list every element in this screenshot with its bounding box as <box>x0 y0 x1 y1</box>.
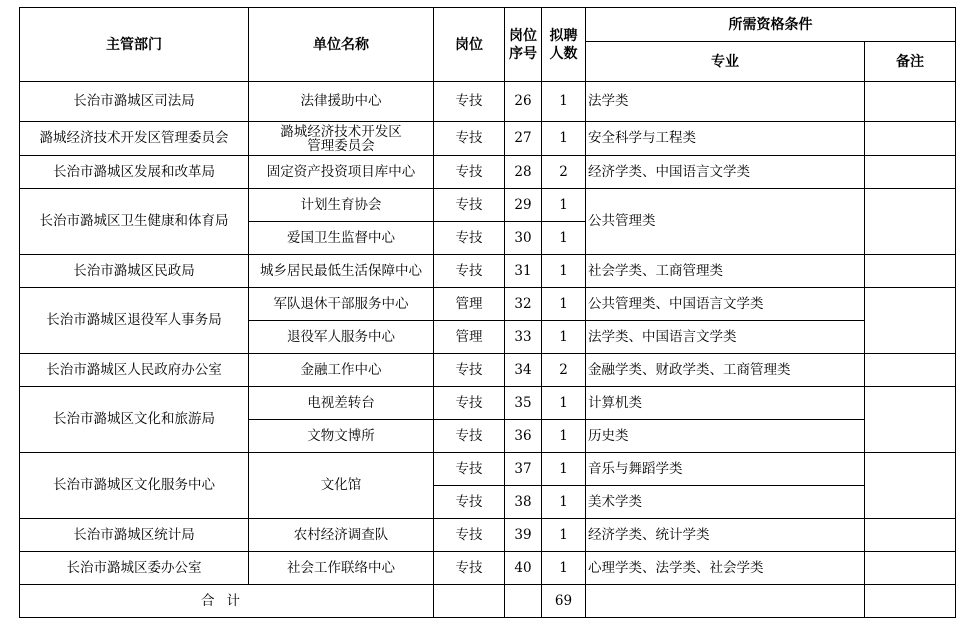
note-cell <box>865 122 956 156</box>
major-cell: 法学类、中国语言文学类 <box>586 321 865 354</box>
note-cell <box>865 453 956 519</box>
header-unit: 单位名称 <box>249 8 434 82</box>
seq-cell: 36 <box>505 420 542 453</box>
total-row <box>20 585 956 618</box>
dept-cell: 长治市潞城区统计局 <box>20 519 249 552</box>
seq-cell: 38 <box>505 486 542 519</box>
unit-cell: 社会工作联络中心 <box>249 552 434 585</box>
count-cell: 1 <box>542 321 586 354</box>
note-cell <box>865 156 956 189</box>
count-cell: 2 <box>542 354 586 387</box>
table-row <box>20 255 956 288</box>
post-cell: 专技 <box>434 156 505 189</box>
note-cell <box>865 189 956 255</box>
unit-cell: 爱国卫生监督中心 <box>249 222 434 255</box>
post-cell: 专技 <box>434 519 505 552</box>
seq-cell: 27 <box>505 122 542 156</box>
count-cell: 1 <box>542 486 586 519</box>
post-cell: 专技 <box>434 354 505 387</box>
seq-cell: 33 <box>505 321 542 354</box>
unit-cell: 退役军人服务中心 <box>249 321 434 354</box>
header-row-1 <box>20 8 956 42</box>
major-cell: 美术学类 <box>586 486 865 519</box>
dept-cell: 长治市潞城区民政局 <box>20 255 249 288</box>
count-cell: 1 <box>542 420 586 453</box>
major-cell: 心理学类、法学类、社会学类 <box>586 552 865 585</box>
post-cell: 专技 <box>434 486 505 519</box>
note-cell <box>865 82 956 122</box>
unit-cell: 农村经济调查队 <box>249 519 434 552</box>
header-note: 备注 <box>865 42 956 82</box>
header-qualifications: 所需资格条件 <box>586 8 956 42</box>
seq-cell: 34 <box>505 354 542 387</box>
total-seq-cell <box>505 585 542 618</box>
major-cell: 金融学类、财政学类、工商管理类 <box>586 354 865 387</box>
seq-cell: 37 <box>505 453 542 486</box>
header-major: 专业 <box>586 42 865 82</box>
seq-cell: 35 <box>505 387 542 420</box>
table-row <box>20 552 956 585</box>
major-cell: 历史类 <box>586 420 865 453</box>
count-cell: 1 <box>542 453 586 486</box>
seq-cell: 32 <box>505 288 542 321</box>
seq-cell: 30 <box>505 222 542 255</box>
header-seq: 岗位 序号 <box>505 8 542 82</box>
count-cell: 1 <box>542 122 586 156</box>
total-post-cell <box>434 585 505 618</box>
unit-cell: 固定资产投资项目库中心 <box>249 156 434 189</box>
table-row <box>20 453 956 486</box>
dept-cell: 长治市潞城区委办公室 <box>20 552 249 585</box>
count-cell: 2 <box>542 156 586 189</box>
table-row <box>20 122 956 156</box>
table-row <box>20 387 956 420</box>
seq-cell: 29 <box>505 189 542 222</box>
major-cell: 公共管理类 <box>586 189 865 255</box>
unit-cell: 潞城经济技术开发区 管理委员会 <box>249 122 434 156</box>
unit-cell: 电视差转台 <box>249 387 434 420</box>
note-cell <box>865 354 956 387</box>
dept-cell: 长治市潞城区退役军人事务局 <box>20 288 249 354</box>
post-cell: 专技 <box>434 222 505 255</box>
header-dept: 主管部门 <box>20 8 249 82</box>
major-cell: 公共管理类、中国语言文学类 <box>586 288 865 321</box>
major-cell: 安全科学与工程类 <box>586 122 865 156</box>
dept-cell: 长治市潞城区人民政府办公室 <box>20 354 249 387</box>
table-row <box>20 354 956 387</box>
count-cell: 1 <box>542 222 586 255</box>
table-row <box>20 156 956 189</box>
dept-cell: 长治市潞城区卫生健康和体育局 <box>20 189 249 255</box>
note-cell <box>865 255 956 288</box>
count-cell: 1 <box>542 255 586 288</box>
post-cell: 专技 <box>434 255 505 288</box>
unit-cell: 军队退休干部服务中心 <box>249 288 434 321</box>
dept-cell: 长治市潞城区文化和旅游局 <box>20 387 249 453</box>
unit-cell: 城乡居民最低生活保障中心 <box>249 255 434 288</box>
post-cell: 专技 <box>434 122 505 156</box>
note-cell <box>865 387 956 453</box>
table-row <box>20 288 956 321</box>
header-post: 岗位 <box>434 8 505 82</box>
post-cell: 专技 <box>434 420 505 453</box>
recruitment-table <box>19 7 956 618</box>
header-count: 拟聘 人数 <box>542 8 586 82</box>
major-cell: 经济学类、中国语言文学类 <box>586 156 865 189</box>
post-cell: 管理 <box>434 321 505 354</box>
major-cell: 法学类 <box>586 82 865 122</box>
seq-cell: 28 <box>505 156 542 189</box>
count-cell: 1 <box>542 189 586 222</box>
table-row <box>20 82 956 122</box>
total-major-cell <box>586 585 865 618</box>
unit-cell: 文物文博所 <box>249 420 434 453</box>
seq-cell: 31 <box>505 255 542 288</box>
unit-cell: 计划生育协会 <box>249 189 434 222</box>
post-cell: 管理 <box>434 288 505 321</box>
major-cell: 音乐与舞蹈学类 <box>586 453 865 486</box>
count-cell: 1 <box>542 288 586 321</box>
major-cell: 经济学类、统计学类 <box>586 519 865 552</box>
seq-cell: 40 <box>505 552 542 585</box>
table-row <box>20 189 956 222</box>
dept-cell: 长治市潞城区文化服务中心 <box>20 453 249 519</box>
unit-cell: 法律援助中心 <box>249 82 434 122</box>
note-cell <box>865 519 956 552</box>
count-cell: 1 <box>542 519 586 552</box>
major-cell: 计算机类 <box>586 387 865 420</box>
seq-cell: 39 <box>505 519 542 552</box>
count-cell: 1 <box>542 82 586 122</box>
cut-off-title-row <box>19 0 955 7</box>
total-note-cell <box>865 585 956 618</box>
unit-cell: 金融工作中心 <box>249 354 434 387</box>
count-cell: 1 <box>542 552 586 585</box>
post-cell: 专技 <box>434 387 505 420</box>
count-cell: 1 <box>542 387 586 420</box>
note-cell <box>865 552 956 585</box>
table-row <box>20 519 956 552</box>
dept-cell: 长治市潞城区司法局 <box>20 82 249 122</box>
post-cell: 专技 <box>434 453 505 486</box>
dept-cell: 长治市潞城区发展和改革局 <box>20 156 249 189</box>
dept-cell: 潞城经济技术开发区管理委员会 <box>20 122 249 156</box>
recruitment-table-container <box>19 7 956 618</box>
major-cell: 社会学类、工商管理类 <box>586 255 865 288</box>
seq-cell: 26 <box>505 82 542 122</box>
post-cell: 专技 <box>434 82 505 122</box>
total-label: 合计 <box>20 585 434 618</box>
post-cell: 专技 <box>434 189 505 222</box>
total-count: 69 <box>542 585 586 618</box>
note-cell <box>865 288 956 354</box>
post-cell: 专技 <box>434 552 505 585</box>
unit-cell: 文化馆 <box>249 453 434 519</box>
